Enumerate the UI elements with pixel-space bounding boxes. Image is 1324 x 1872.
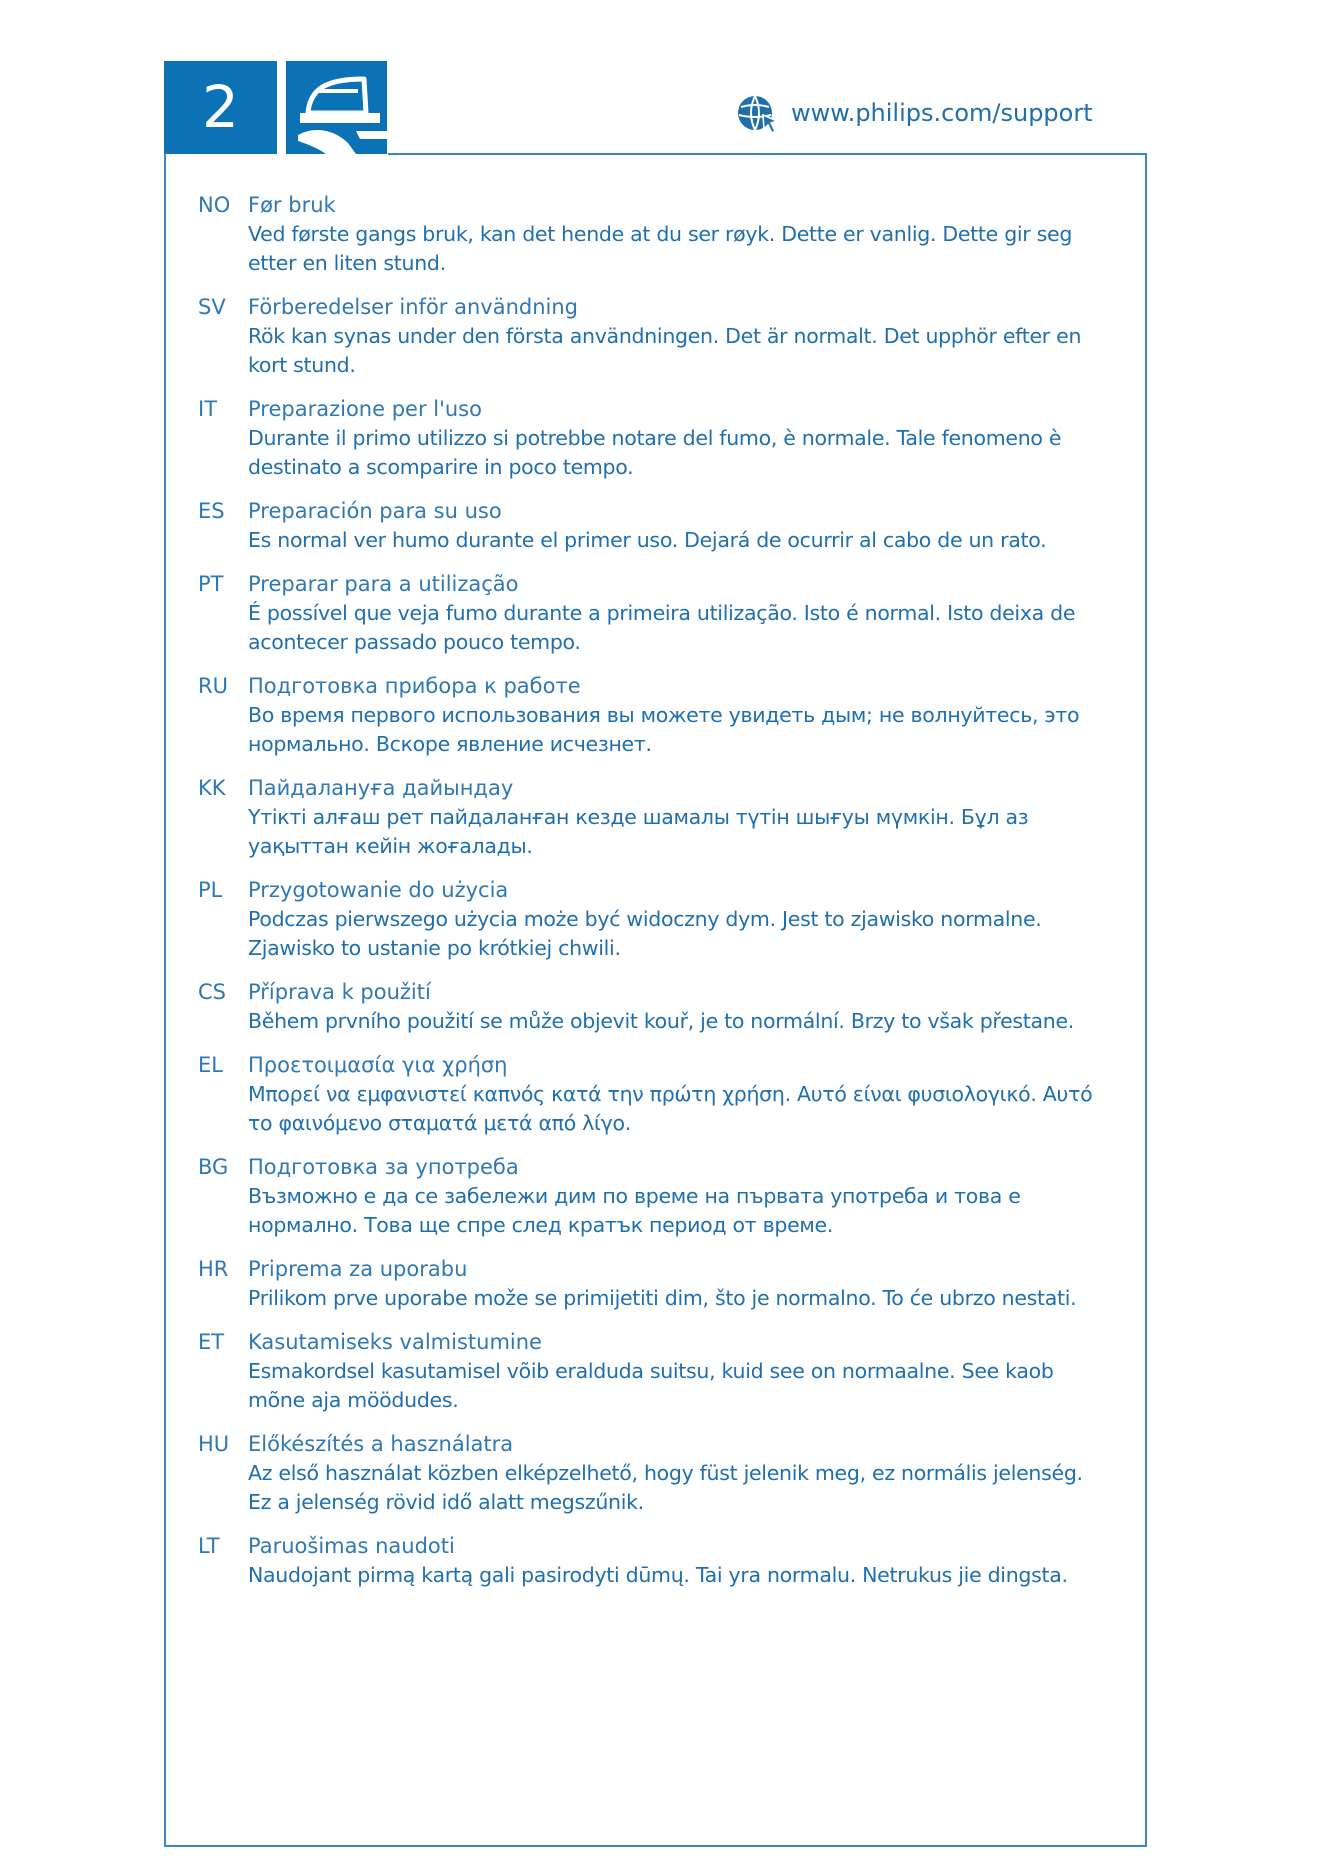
language-code: PT bbox=[198, 572, 224, 596]
section-text: Naudojant pirmą kartą gali pasirodyti dūmų. Tai yra normalu. Netrukus jie dingsta. bbox=[248, 1563, 1068, 1587]
section-heading: Подготовка прибора к работе bbox=[248, 674, 581, 698]
section-lt bbox=[198, 1531, 1098, 1590]
language-code: ET bbox=[198, 1330, 225, 1354]
section-heading: Paruošimas naudoti bbox=[248, 1534, 455, 1558]
section-pl bbox=[198, 875, 1098, 963]
language-code: KK bbox=[198, 776, 226, 800]
section-heading: Подготовка за употреба bbox=[248, 1155, 519, 1179]
language-code: SV bbox=[198, 295, 226, 319]
section-text: Podczas pierwszego użycia może być widoczny dym. Jest to zjawisko normalne. Zjawisko to ustanie po krótkiej chwili. bbox=[248, 907, 1042, 960]
section-heading: Előkészítés a használatra bbox=[248, 1432, 514, 1456]
section-hu bbox=[198, 1429, 1098, 1517]
section-text: Rök kan synas under den första användningen. Det är normalt. Det upphör efter en kort stund. bbox=[248, 324, 1082, 377]
iron-icon bbox=[286, 61, 387, 154]
iron-illustration bbox=[286, 61, 387, 154]
language-code: IT bbox=[198, 397, 218, 421]
section-heading: Förberedelser inför användning bbox=[248, 295, 579, 319]
section-text: Во время первого использования вы можете увидеть дым; не волнуйтесь, это нормально. Вскоре явление исчезнет. bbox=[248, 703, 1080, 756]
section-heading: Пайдалануға дайындау bbox=[248, 776, 514, 800]
section-hr bbox=[198, 1254, 1098, 1313]
section-es bbox=[198, 496, 1098, 555]
section-text: Prilikom prve uporabe može se primijetiti dim, što je normalno. To će ubrzo nestati. bbox=[248, 1286, 1077, 1310]
section-heading: Příprava k použití bbox=[248, 980, 431, 1004]
section-text: Během prvního použití se může objevit kouř, je to normální. Brzy to však přestane. bbox=[248, 1009, 1075, 1033]
section-kk bbox=[198, 773, 1098, 861]
section-text: Μπορεί να εμφανιστεί καπνός κατά την πρώτη χρήση. Αυτό είναι φυσιολογικό. Αυτό το φαινόμενο σταματά μετά από λίγο. bbox=[248, 1082, 1093, 1135]
language-sections bbox=[198, 190, 1098, 1604]
section-et bbox=[198, 1327, 1098, 1415]
section-heading: Før bruk bbox=[248, 193, 336, 217]
section-bg bbox=[198, 1152, 1098, 1240]
language-code: ES bbox=[198, 499, 225, 523]
section-text: Үтікті алғаш рет пайдаланған кезде шамалы түтін шығуы мүмкін. Бұл аз уақыттан кейін жоғалады. bbox=[248, 805, 1029, 858]
section-text: Az első használat közben elképzelhető, hogy füst jelenik meg, ez normális jelenség. Ez a jelenség rövid idő alatt megszűnik. bbox=[248, 1461, 1083, 1514]
section-it bbox=[198, 394, 1098, 482]
section-text: Ved første gangs bruk, kan det hende at du ser røyk. Dette er vanlig. Dette gir seg etter en liten stund. bbox=[248, 222, 1073, 275]
section-text: Esmakordsel kasutamisel võib eralduda suitsu, kuid see on normaalne. See kaob mõne aja möödudes. bbox=[248, 1359, 1054, 1412]
language-code: RU bbox=[198, 674, 228, 698]
section-heading: Priprema za uporabu bbox=[248, 1257, 468, 1281]
section-text: Durante il primo utilizzo si potrebbe notare del fumo, è normale. Tale fenomeno è destinato a scomparire in poco tempo. bbox=[248, 426, 1062, 479]
language-code: EL bbox=[198, 1053, 223, 1077]
language-code: CS bbox=[198, 980, 226, 1004]
section-heading: Preparazione per l'uso bbox=[248, 397, 482, 421]
section-text: Възможно е да се забележи дим по време на първата употреба и това е нормално. Това ще спре след кратък период от време. bbox=[248, 1184, 1021, 1237]
support-link-group bbox=[735, 91, 1093, 135]
support-url[interactable]: www.philips.com/support bbox=[791, 99, 1093, 127]
section-heading: Kasutamiseks valmistumine bbox=[248, 1330, 542, 1354]
section-heading: Προετοιμασία για χρήση bbox=[248, 1053, 508, 1077]
section-el bbox=[198, 1050, 1098, 1138]
section-ru bbox=[198, 671, 1098, 759]
language-code: PL bbox=[198, 878, 223, 902]
language-code: LT bbox=[198, 1534, 220, 1558]
section-cs bbox=[198, 977, 1098, 1036]
language-code: BG bbox=[198, 1155, 229, 1179]
section-heading: Preparación para su uso bbox=[248, 499, 502, 523]
section-heading: Preparar para a utilização bbox=[248, 572, 519, 596]
section-heading: Przygotowanie do użycia bbox=[248, 878, 509, 902]
language-code: NO bbox=[198, 193, 231, 217]
section-text: Es normal ver humo durante el primer uso. Dejará de ocurrir al cabo de un rato. bbox=[248, 528, 1047, 552]
globe-icon bbox=[735, 91, 779, 135]
step-number-badge: 2 bbox=[164, 61, 277, 154]
language-code: HR bbox=[198, 1257, 229, 1281]
section-no bbox=[198, 190, 1098, 278]
section-pt bbox=[198, 569, 1098, 657]
language-code: HU bbox=[198, 1432, 230, 1456]
section-sv bbox=[198, 292, 1098, 380]
section-text: É possível que veja fumo durante a primeira utilização. Isto é normal. Isto deixa de acontecer passado pouco tempo. bbox=[248, 601, 1076, 654]
